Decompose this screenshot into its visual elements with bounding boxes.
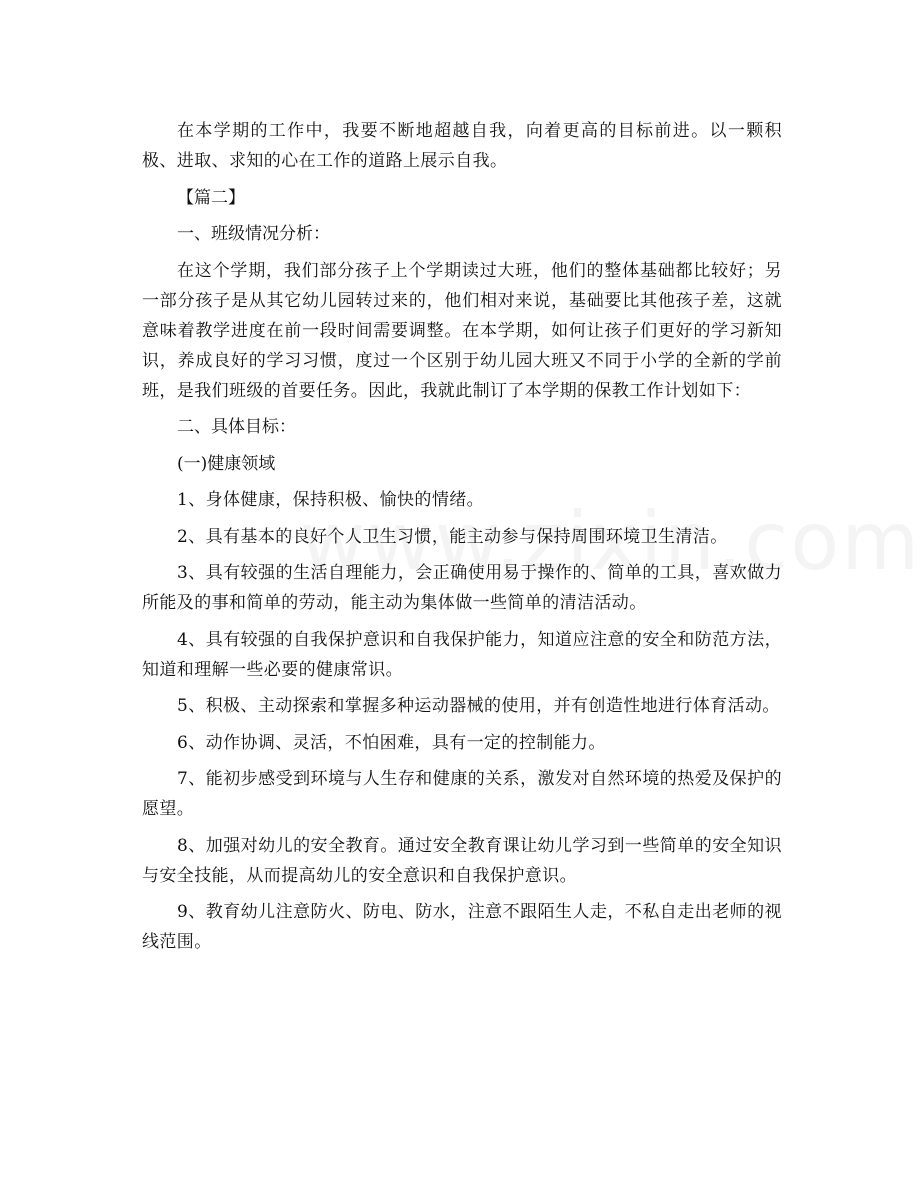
list-item-5: 5、积极、主动探索和掌握多种运动器械的使用，并有创造性地进行体育活动。 xyxy=(177,696,780,716)
list-item-8: 8、加强对幼儿的安全教育。通过安全教育课让幼儿学习到一些简单的安全知识与安全技能，从而提高幼儿的安全意识和自我保护意识。 xyxy=(142,835,782,886)
paragraph-class-analysis: 在这个学期，我们部分孩子上个学期读过大班，他们的整体基础都比较好；另一部分孩子是从其它幼儿园转过来的，他们相对来说，基础要比其他孩子差，这就意味着教学进度在前一段时间需要调整。在本学期，如何让孩子们更好的学习新知识，养成良好的学习习惯，度过一个区别于幼儿园大班又不同于小学的全新的学前班，是我们班级的首要任务。因此，我就此制订了本学期的保教工作计划如下： xyxy=(142,260,782,401)
heading-specific-goals: 二、具体目标： xyxy=(177,417,296,437)
list-item-9: 9、教育幼儿注意防火、防电、防水，注意不跟陌生人走，不私自走出老师的视线范围。 xyxy=(142,902,782,952)
list-item-6: 6、动作协调、灵活，不怕困难，具有一定的控制能力。 xyxy=(177,732,606,753)
list-item-4: 4、具有较强的自我保护意识和自我保护能力，知道应注意的安全和防范方法，知道和理解一些必要的健康常识。 xyxy=(142,629,782,680)
list-item-7: 7、能初步感受到环境与人生存和健康的关系，激发对自然环境的热爱及保护的愿望。 xyxy=(142,769,782,819)
list-item-2: 2、具有基本的良好个人卫生习惯，能主动参与保持周围环境卫生清洁。 xyxy=(177,526,728,547)
list-item-3: 3、具有较强的生活自理能力，会正确使用易于操作的、简单的工具，喜欢做力所能及的事和简单的劳动，能主动为集体做一些简单的清洁活动。 xyxy=(142,563,782,613)
heading-class-analysis: 一、班级情况分析： xyxy=(177,224,330,244)
heading-health-domain: (一)健康领域 xyxy=(177,453,276,474)
section-heading-part-two: 【篇二】 xyxy=(177,187,245,208)
paragraph-intro: 在本学期的工作中，我要不断地超越自我，向着更高的目标前进。以一颗积极、进取、求知的心在工作的道路上展示自我。 xyxy=(142,121,782,171)
list-item-1: 1、身体健康，保持积极、愉快的情绪。 xyxy=(177,490,485,510)
document-body xyxy=(142,116,782,964)
